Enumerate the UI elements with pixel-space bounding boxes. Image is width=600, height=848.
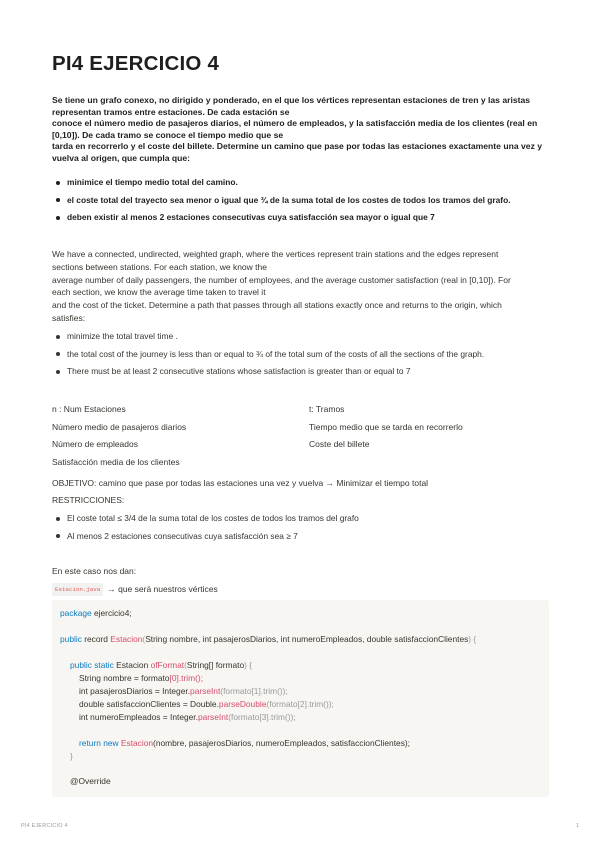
list-item: the total cost of the journey is less than or equal to ¾ of the total sum of the costs of all the sections of the graph. bbox=[52, 349, 572, 367]
code-line-annotation: @Override bbox=[70, 776, 111, 786]
code-keyword: package bbox=[60, 608, 92, 618]
code-line-close: } bbox=[70, 751, 73, 761]
vertex-variable: Número medio de pasajeros diarios bbox=[52, 421, 187, 432]
english-requirements-list bbox=[52, 331, 572, 384]
restrictions-list bbox=[52, 513, 572, 548]
restrictions-heading: RESTRICCIONES: bbox=[52, 495, 125, 505]
code-line bbox=[60, 712, 296, 723]
code-line-record bbox=[60, 634, 476, 645]
list-item: minimize the total travel time . bbox=[52, 331, 572, 349]
statement-line: tarda en recorrerlo y el coste del billete. Determine un camino que pase por todas las estaciones exactamente una vez y bbox=[52, 141, 543, 152]
list-item: There must be at least 2 consecutive stations whose satisfaction is greater than or equal to 7 bbox=[52, 366, 572, 384]
statement-line: representan tramos entre estaciones. De cada estación se bbox=[52, 106, 290, 117]
list-item: el coste total del trayecto sea menor o igual que ¾ de la suma total de los costes de todos los tramos del grafo. bbox=[52, 195, 572, 213]
statement-line: conoce el número medio de pasajeros diarios, el número de empleados, y la satisfacción media de los clientes (real en bbox=[52, 118, 538, 129]
code-method-name: parseDouble bbox=[218, 699, 267, 709]
code-line bbox=[60, 686, 288, 697]
code-text: int numeroEmpleados = Integer. bbox=[79, 712, 198, 722]
code-keyword: return bbox=[79, 738, 101, 748]
statement-line: average number of daily passengers, the number of employees, and the average customer satisfaction (real in [0,10]). For bbox=[52, 274, 511, 285]
english-statement bbox=[52, 248, 547, 325]
footer-title: PI4 EJERCICIO 4 bbox=[21, 823, 68, 829]
code-method-name: parseInt bbox=[190, 686, 221, 696]
code-text: String nombre = formato bbox=[79, 673, 170, 683]
page-number: 1 bbox=[576, 823, 580, 829]
code-keyword: static bbox=[94, 660, 114, 670]
spanish-statement bbox=[52, 95, 562, 165]
page-title: PI4 EJERCICIO 4 bbox=[52, 52, 220, 75]
code-text: int pasajerosDiarios = Integer. bbox=[79, 686, 191, 696]
code-text: [0].trim(); bbox=[169, 673, 204, 683]
list-item: deben existir al menos 2 estaciones consecutivas cuya satisfacción sea mayor o igual que 7 bbox=[52, 212, 572, 230]
list-item: minimice el tiempo medio total del camino. bbox=[52, 177, 572, 195]
statement-line: vuelva al origen, que cumpla que: bbox=[52, 152, 191, 163]
code-line-method bbox=[60, 660, 252, 671]
code-line bbox=[60, 673, 203, 684]
code-text: Estacion bbox=[113, 660, 151, 670]
list-item: Al menos 2 estaciones consecutivas cuya satisfacción sea ≥ 7 bbox=[52, 531, 572, 549]
code-keyword: public bbox=[60, 634, 82, 644]
edge-variable: t: Tramos bbox=[309, 404, 345, 414]
vertex-variable: Número de empleados bbox=[52, 439, 138, 449]
table-row bbox=[52, 422, 522, 440]
vertex-variable: n : Num Estaciones bbox=[52, 404, 126, 414]
code-text: record bbox=[81, 634, 111, 644]
code-line-package bbox=[60, 608, 132, 619]
intro-text: En este caso nos dan: bbox=[52, 566, 137, 576]
code-text: double satisfaccionClientes = Double. bbox=[79, 699, 219, 709]
code-punct: ( bbox=[142, 634, 146, 644]
code-text: (formato[3].trim()); bbox=[228, 712, 296, 722]
code-punct: ) { bbox=[468, 634, 477, 644]
statement-line: and the cost of the ticket. Determine a path that passes through all stations exactly once and returns to the origin, which bbox=[52, 300, 502, 311]
code-keyword: new bbox=[103, 738, 119, 748]
list-item: El coste total ≤ 3/4 de la suma total de los costes de todos los tramos del grafo bbox=[52, 513, 572, 531]
vertex-variable: Satisfacción media de los clientes bbox=[52, 456, 180, 467]
variables-table bbox=[52, 404, 522, 474]
edge-variable bbox=[309, 457, 522, 475]
objective-text: OBJETIVO: camino que pase por todas las estaciones una vez y vuelva → Minimizar el tiempo total bbox=[52, 478, 429, 488]
table-row bbox=[52, 439, 522, 457]
code-method-name: ofFormat bbox=[150, 660, 185, 670]
statement-line: We have a connected, undirected, weighted graph, where the vertices represent train stations and the edges represent bbox=[52, 249, 499, 259]
edge-variable: Coste del billete bbox=[309, 439, 370, 449]
code-text: String[] formato bbox=[186, 660, 245, 670]
code-text: (formato[2].trim()); bbox=[266, 699, 334, 709]
code-line-return bbox=[60, 738, 410, 749]
file-name-code: Estacion.java bbox=[52, 583, 103, 596]
code-text: (nombre, pasajerosDiarios, numeroEmpleados, satisfaccionClientes); bbox=[153, 738, 410, 748]
table-row bbox=[52, 404, 522, 422]
file-description: → que será nuestros vértices bbox=[107, 584, 218, 594]
statement-line: [0,10]). De cada tramo se conoce el tiempo medio que se bbox=[52, 129, 284, 140]
code-class-name: Estacion bbox=[120, 738, 154, 748]
table-row bbox=[52, 457, 522, 475]
spanish-requirements-list bbox=[52, 177, 572, 230]
code-keyword: public bbox=[70, 660, 92, 670]
statement-line: satisfies: bbox=[52, 312, 86, 323]
edge-variable: Tiempo medio que se tarda en recorrerlo bbox=[309, 421, 463, 432]
code-line bbox=[60, 699, 334, 710]
code-method-name: parseInt bbox=[197, 712, 229, 722]
code-text: String nombre, int pasajerosDiarios, int numeroEmpleados, double satisfaccionClientes bbox=[145, 634, 469, 644]
file-reference bbox=[52, 583, 218, 596]
code-punct: ( bbox=[184, 660, 187, 670]
statement-line: each section, we know the average time taken to travel it bbox=[52, 287, 266, 298]
code-block[interactable] bbox=[52, 600, 549, 797]
code-text: ejercicio4; bbox=[91, 608, 132, 618]
code-class-name: Estacion bbox=[110, 634, 143, 644]
code-text: (formato[1].trim()); bbox=[220, 686, 288, 696]
statement-line: Se tiene un grafo conexo, no dirigido y ponderado, en el que los vértices representan estaciones de tren y las aristas bbox=[52, 95, 531, 105]
statement-line: sections between stations. For each station, we know the bbox=[52, 261, 267, 272]
code-punct: ) { bbox=[244, 660, 253, 670]
